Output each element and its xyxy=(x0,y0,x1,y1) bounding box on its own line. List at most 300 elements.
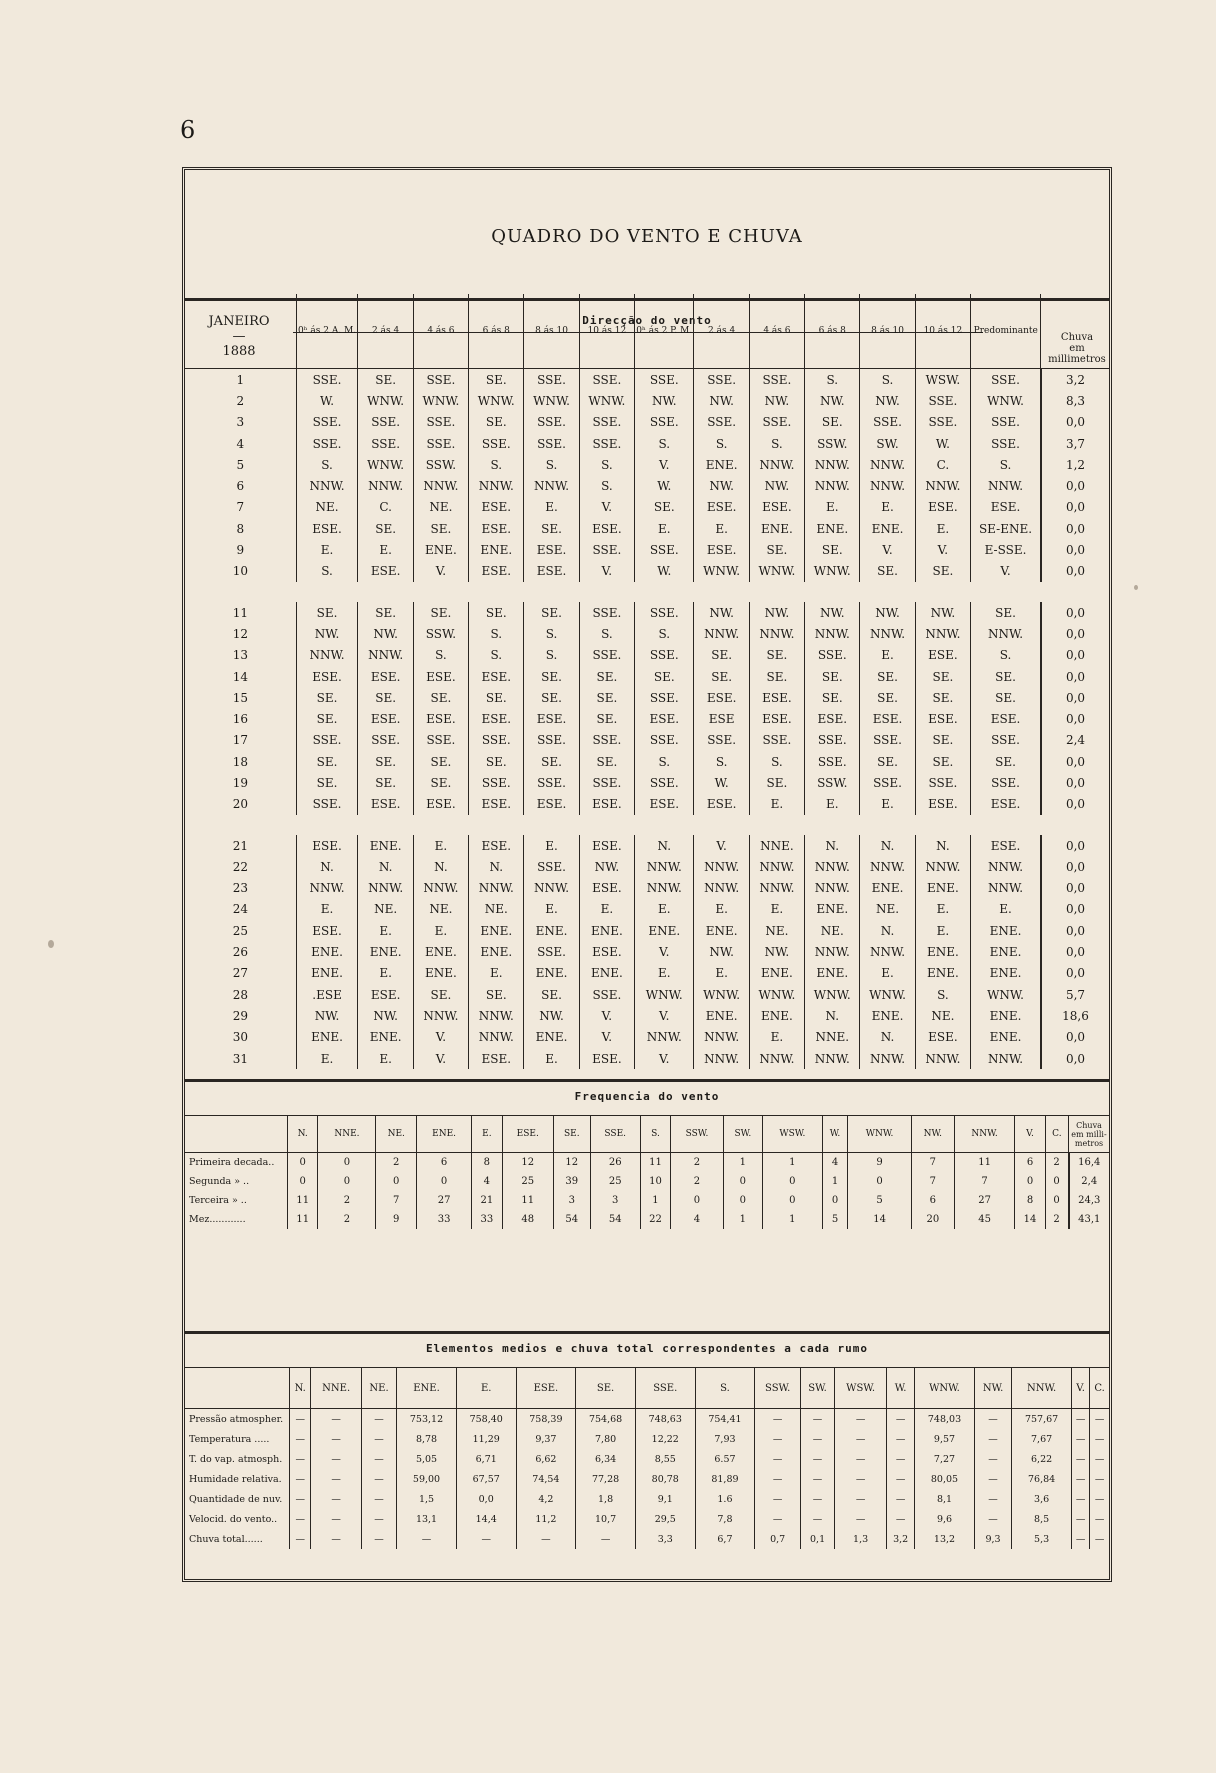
value-cell: — xyxy=(1090,1529,1109,1549)
month-label: JANEIRO xyxy=(208,314,270,329)
direction-cell: NNW. xyxy=(805,475,860,496)
direction-cell: NW. xyxy=(805,602,860,623)
frequency-cell: 21 xyxy=(472,1191,502,1210)
direction-cell: SE. xyxy=(805,412,860,433)
direction-cell: N. xyxy=(469,856,524,877)
direction-cell: SE. xyxy=(860,751,915,772)
direction-cell: ENE. xyxy=(579,963,634,984)
value-cell: 754,41 xyxy=(695,1409,755,1430)
direction-cell: ENE. xyxy=(469,941,524,962)
table-row xyxy=(185,454,1109,475)
direction-cell: S. xyxy=(694,433,749,454)
frequency-cell: 0 xyxy=(822,1191,848,1210)
frequency-cell: 0 xyxy=(762,1172,822,1191)
rain-cell: 0,0 xyxy=(1041,899,1109,920)
value-cell: — xyxy=(311,1509,362,1529)
direction-cell: E. xyxy=(635,518,694,539)
direction-cell: SE. xyxy=(805,687,860,708)
rain-cell: 0,0 xyxy=(1041,475,1109,496)
value-cell: — xyxy=(311,1409,362,1430)
direction-cell: NNW. xyxy=(694,1027,749,1048)
direction-cell: NW. xyxy=(749,941,804,962)
direction-cell: ESE. xyxy=(469,497,524,518)
direction-cell: E. xyxy=(805,794,860,815)
wind-direction-table xyxy=(185,294,1109,1069)
direction-cell: N. xyxy=(805,1005,860,1026)
direction-cell: SE. xyxy=(358,687,413,708)
direction-cell: NNW. xyxy=(413,1005,468,1026)
day-cell: 3 xyxy=(236,415,245,430)
direction-cell: V. xyxy=(635,941,694,962)
table-row xyxy=(185,561,1109,582)
direction-cell: SSE. xyxy=(524,730,579,751)
direction-cell: NNW. xyxy=(749,856,804,877)
direction-cell: SE. xyxy=(579,708,634,729)
direction-cell: NNW. xyxy=(635,1027,694,1048)
value-cell: — xyxy=(887,1429,915,1449)
rain-cell: 0,0 xyxy=(1041,687,1109,708)
frequency-cell: 48 xyxy=(502,1210,553,1229)
time-slot-header: 2 ás 4 xyxy=(694,294,749,369)
page-number: 6 xyxy=(180,116,196,144)
direction-cell: SSE. xyxy=(579,730,634,751)
predominant-cell: SSE. xyxy=(971,433,1041,454)
direction-cell: NE. xyxy=(413,899,468,920)
direction-cell: N. xyxy=(860,920,915,941)
rain-cell: 1,2 xyxy=(1041,454,1109,475)
mean-elements-table xyxy=(185,1367,1109,1549)
table-row xyxy=(185,475,1109,496)
direction-cell: ESE. xyxy=(805,708,860,729)
value-cell: — xyxy=(290,1409,311,1430)
predominant-cell: ESE. xyxy=(971,794,1041,815)
element-column-header xyxy=(185,1368,290,1409)
direction-cell: SE. xyxy=(579,666,634,687)
time-slot-header: 10 ás 12 xyxy=(579,294,634,369)
direction-cell: NNW. xyxy=(860,856,915,877)
direction-cell: W. xyxy=(915,433,970,454)
frequency-cell: 1 xyxy=(762,1210,822,1229)
direction-cell: E. xyxy=(805,497,860,518)
predominant-cell: ESE. xyxy=(971,708,1041,729)
value-cell: 1.6 xyxy=(695,1489,755,1509)
direction-cell: E. xyxy=(358,963,413,984)
value-cell: — xyxy=(801,1429,835,1449)
direction-cell: SE. xyxy=(413,984,468,1005)
direction-cell: SE. xyxy=(694,666,749,687)
direction-column-header: SSW. xyxy=(755,1368,801,1409)
direction-cell: NW. xyxy=(694,390,749,411)
frequency-cell: 6 xyxy=(417,1153,472,1173)
frequency-cell: 2 xyxy=(1045,1210,1068,1229)
value-cell: 14,4 xyxy=(456,1509,516,1529)
value-cell: 3,2 xyxy=(887,1529,915,1549)
direction-cell: SSW. xyxy=(413,454,468,475)
rain-cell: 0,0 xyxy=(1041,645,1109,666)
value-cell: — xyxy=(1071,1409,1089,1430)
direction-cell: E. xyxy=(358,539,413,560)
direction-cell: NE. xyxy=(860,899,915,920)
frequency-cell: 0 xyxy=(318,1172,376,1191)
predominant-cell: ESE. xyxy=(971,835,1041,856)
direction-cell: W. xyxy=(635,475,694,496)
direction-cell: V. xyxy=(635,454,694,475)
direction-cell: SE. xyxy=(296,708,358,729)
time-slot-header: 4 ás 6 xyxy=(749,294,804,369)
direction-cell: NW. xyxy=(805,390,860,411)
frequency-cell: 0 xyxy=(376,1172,417,1191)
value-cell: — xyxy=(887,1469,915,1489)
predominant-cell: SSE. xyxy=(971,369,1041,391)
value-cell: — xyxy=(361,1529,396,1549)
value-cell: 6,22 xyxy=(1012,1449,1072,1469)
table-row xyxy=(185,1210,1109,1229)
direction-cell: SSW. xyxy=(805,772,860,793)
direction-cell: SSE. xyxy=(635,730,694,751)
value-cell: 757,67 xyxy=(1012,1409,1072,1430)
table-row xyxy=(185,369,1109,391)
rain-cell: 0,0 xyxy=(1041,878,1109,899)
value-cell: 1,5 xyxy=(397,1489,457,1509)
direction-cell: E. xyxy=(749,794,804,815)
direction-cell: WNW. xyxy=(694,561,749,582)
direction-cell: SSE. xyxy=(524,369,579,391)
direction-cell: ENE. xyxy=(469,920,524,941)
day-cell: 16 xyxy=(232,712,248,727)
direction-cell: SE. xyxy=(524,984,579,1005)
direction-cell: ENE. xyxy=(358,1027,413,1048)
direction-cell: E. xyxy=(413,835,468,856)
element-label: Velocid. do vento.. xyxy=(189,1513,278,1525)
direction-column-header: W. xyxy=(887,1368,915,1409)
value-cell: 0,7 xyxy=(755,1529,801,1549)
direction-cell: NNW. xyxy=(296,645,358,666)
direction-cell: SSE. xyxy=(915,412,970,433)
wind-direction-heading: Direcção do vento xyxy=(582,314,712,327)
direction-cell: ENE. xyxy=(749,1005,804,1026)
direction-cell: S. xyxy=(694,751,749,772)
day-cell: 8 xyxy=(236,521,245,536)
direction-cell: N. xyxy=(358,856,413,877)
direction-cell: SSE. xyxy=(358,730,413,751)
direction-cell: SE. xyxy=(296,772,358,793)
frequency-cell: 27 xyxy=(954,1191,1014,1210)
direction-cell: C. xyxy=(915,454,970,475)
direction-cell: SSE. xyxy=(749,730,804,751)
direction-cell: SSE. xyxy=(413,369,468,391)
direction-column-header: NE. xyxy=(376,1116,417,1153)
value-cell: 753,12 xyxy=(397,1409,457,1430)
direction-cell: SE. xyxy=(469,687,524,708)
direction-cell: WNW. xyxy=(749,984,804,1005)
direction-cell: NW. xyxy=(749,475,804,496)
direction-cell: ENE. xyxy=(915,941,970,962)
direction-cell: ESE. xyxy=(749,687,804,708)
frequency-cell: 11 xyxy=(640,1153,670,1173)
predominant-header: Predominante xyxy=(971,294,1041,369)
value-cell: — xyxy=(311,1489,362,1509)
direction-column-header: NE. xyxy=(361,1368,396,1409)
direction-cell: ESE. xyxy=(579,518,634,539)
direction-cell: ESE. xyxy=(469,835,524,856)
value-cell: 6,34 xyxy=(576,1449,636,1469)
rain-header-line: Chuva xyxy=(1060,332,1094,343)
direction-cell: SW. xyxy=(860,433,915,454)
direction-cell: E. xyxy=(296,539,358,560)
direction-cell: SSE. xyxy=(860,730,915,751)
rain-cell: 8,3 xyxy=(1041,390,1109,411)
frequency-cell: 0 xyxy=(1045,1172,1068,1191)
day-cell: 26 xyxy=(232,945,248,960)
time-slot-header: 0ʰ ás 2 A. M. xyxy=(296,294,358,369)
frequency-cell: 2 xyxy=(318,1210,376,1229)
direction-cell: E. xyxy=(358,1048,413,1069)
direction-cell: SE. xyxy=(805,666,860,687)
table-row xyxy=(185,1489,1109,1509)
direction-cell: ESE. xyxy=(296,518,358,539)
element-label: T. do vap. atmosph. xyxy=(189,1453,283,1465)
value-cell: — xyxy=(801,1509,835,1529)
direction-cell: SSE. xyxy=(805,751,860,772)
direction-cell: C. xyxy=(358,497,413,518)
direction-cell: ENE. xyxy=(694,1005,749,1026)
direction-cell: SSE. xyxy=(915,772,970,793)
direction-cell: WNW. xyxy=(805,561,860,582)
table-row xyxy=(185,1048,1109,1069)
direction-cell: NNW. xyxy=(694,856,749,877)
direction-cell: ESE. xyxy=(358,984,413,1005)
rain-cell: 0,0 xyxy=(1041,1048,1109,1069)
direction-cell: ESE xyxy=(694,708,749,729)
frequency-cell: 11 xyxy=(288,1191,318,1210)
direction-column-header: SSE. xyxy=(635,1368,695,1409)
direction-cell: V. xyxy=(635,1048,694,1069)
direction-cell: ENE. xyxy=(805,899,860,920)
rain-cell: 0,0 xyxy=(1041,920,1109,941)
value-cell: 1,3 xyxy=(835,1529,887,1549)
value-cell: — xyxy=(755,1469,801,1489)
direction-cell: SSE. xyxy=(694,369,749,391)
direction-cell: E. xyxy=(915,920,970,941)
predominant-cell: NNW. xyxy=(971,878,1041,899)
direction-cell: NW. xyxy=(749,602,804,623)
direction-cell: SE. xyxy=(915,666,970,687)
direction-cell: ESE. xyxy=(749,708,804,729)
direction-cell: ESE. xyxy=(358,666,413,687)
table-row xyxy=(185,1191,1109,1210)
direction-column-header: ENE. xyxy=(397,1368,457,1409)
period-label: Primeira decada.. xyxy=(189,1157,275,1168)
day-cell: 20 xyxy=(232,797,248,812)
direction-cell: SE. xyxy=(524,751,579,772)
direction-cell: E. xyxy=(694,899,749,920)
value-cell: — xyxy=(361,1429,396,1449)
time-slot-header: 8 ás 10 xyxy=(524,294,579,369)
frequency-cell: 1 xyxy=(762,1153,822,1173)
value-cell: — xyxy=(835,1449,887,1469)
direction-cell: NNW. xyxy=(635,856,694,877)
frequency-cell: 1 xyxy=(723,1153,762,1173)
frequency-cell: 9 xyxy=(848,1153,912,1173)
direction-cell: NNW. xyxy=(469,1005,524,1026)
direction-cell: N. xyxy=(296,856,358,877)
direction-cell: NE. xyxy=(915,1005,970,1026)
direction-cell: ESE. xyxy=(358,794,413,815)
frequency-cell: 2 xyxy=(671,1153,724,1173)
table-row xyxy=(185,390,1109,411)
value-cell: 748,63 xyxy=(635,1409,695,1430)
direction-cell: NNW. xyxy=(469,878,524,899)
direction-cell: V. xyxy=(413,1027,468,1048)
direction-cell: S. xyxy=(469,645,524,666)
value-cell: — xyxy=(361,1469,396,1489)
value-cell: — xyxy=(1071,1449,1089,1469)
direction-cell: E. xyxy=(749,1027,804,1048)
day-cell: 11 xyxy=(232,605,248,620)
direction-cell: NW. xyxy=(358,1005,413,1026)
direction-cell: N. xyxy=(805,835,860,856)
direction-cell: SE. xyxy=(524,518,579,539)
direction-cell: S. xyxy=(579,475,634,496)
direction-cell: ESE. xyxy=(635,794,694,815)
direction-cell: SE. xyxy=(469,369,524,391)
rain-cell: 16,4 xyxy=(1069,1153,1110,1173)
value-cell: 9,6 xyxy=(915,1509,975,1529)
value-cell: 9,1 xyxy=(635,1489,695,1509)
table-row xyxy=(185,518,1109,539)
value-cell: 5,05 xyxy=(397,1449,457,1469)
direction-column-header: SE. xyxy=(576,1368,636,1409)
direction-cell: ENE. xyxy=(469,539,524,560)
value-cell: — xyxy=(311,1429,362,1449)
direction-cell: SE. xyxy=(860,687,915,708)
direction-cell: NNW. xyxy=(805,623,860,644)
table-row xyxy=(185,708,1109,729)
direction-cell: NNW. xyxy=(358,878,413,899)
day-cell: 17 xyxy=(232,733,248,748)
predominant-cell: SSE. xyxy=(971,730,1041,751)
rain-cell: 0,0 xyxy=(1041,623,1109,644)
predominant-cell: WNW. xyxy=(971,984,1041,1005)
value-cell: — xyxy=(974,1449,1011,1469)
direction-cell: SE. xyxy=(358,369,413,391)
frequency-cell: 54 xyxy=(553,1210,590,1229)
predominant-cell: NNW. xyxy=(971,856,1041,877)
direction-cell: SE. xyxy=(358,751,413,772)
direction-cell: NNW. xyxy=(915,475,970,496)
value-cell: 13,2 xyxy=(915,1529,975,1549)
direction-column-header: ESE. xyxy=(502,1116,553,1153)
frequency-cell: 12 xyxy=(553,1153,590,1173)
direction-column-header: ESE. xyxy=(516,1368,576,1409)
frequency-cell: 11 xyxy=(502,1191,553,1210)
direction-cell: ESE. xyxy=(358,708,413,729)
time-slot-header: 10 ás 12 xyxy=(915,294,970,369)
frequency-cell: 14 xyxy=(1015,1210,1045,1229)
direction-cell: SE. xyxy=(915,561,970,582)
direction-cell: SSW. xyxy=(805,433,860,454)
direction-column-header: C. xyxy=(1090,1368,1109,1409)
direction-cell: ESE. xyxy=(694,794,749,815)
direction-cell: ESE. xyxy=(749,497,804,518)
direction-cell: ENE. xyxy=(579,920,634,941)
table-row xyxy=(185,941,1109,962)
table-row xyxy=(185,1449,1109,1469)
direction-cell: ESE. xyxy=(524,561,579,582)
direction-cell: ENE. xyxy=(694,454,749,475)
direction-cell: SSW. xyxy=(413,623,468,644)
direction-cell: SE. xyxy=(915,730,970,751)
direction-cell: NW. xyxy=(694,475,749,496)
table-header-row xyxy=(185,1368,1109,1409)
value-cell: — xyxy=(1071,1429,1089,1449)
value-cell: — xyxy=(755,1429,801,1449)
direction-cell: E. xyxy=(915,518,970,539)
direction-cell: NNW. xyxy=(915,856,970,877)
table-row xyxy=(185,963,1109,984)
direction-cell: SE. xyxy=(524,602,579,623)
direction-cell: NNE. xyxy=(749,835,804,856)
value-cell: — xyxy=(1090,1449,1109,1469)
value-cell: 748,03 xyxy=(915,1409,975,1430)
value-cell: — xyxy=(835,1509,887,1529)
direction-cell: WNW. xyxy=(358,454,413,475)
value-cell: 7,27 xyxy=(915,1449,975,1469)
table-row xyxy=(185,835,1109,856)
table-row xyxy=(185,623,1109,644)
frequency-cell: 2 xyxy=(376,1153,417,1173)
day-cell: 9 xyxy=(236,543,245,558)
frequency-cell: 11 xyxy=(954,1153,1014,1173)
direction-cell: WNW. xyxy=(749,561,804,582)
direction-cell: WNW. xyxy=(524,390,579,411)
value-cell: — xyxy=(1090,1469,1109,1489)
direction-cell: ENE. xyxy=(358,835,413,856)
rain-header-line: em xyxy=(1069,343,1085,354)
direction-column-header: V. xyxy=(1015,1116,1045,1153)
direction-cell: SE. xyxy=(579,751,634,772)
day-cell: 1 xyxy=(236,372,245,387)
direction-cell: NNW. xyxy=(694,623,749,644)
table-row xyxy=(185,539,1109,560)
table-body xyxy=(185,1153,1109,1230)
direction-cell: NNW. xyxy=(413,475,468,496)
direction-cell: V. xyxy=(579,1005,634,1026)
direction-cell: SSE. xyxy=(579,772,634,793)
direction-cell: NNW. xyxy=(358,475,413,496)
frequency-cell: 0 xyxy=(1045,1191,1068,1210)
direction-cell: E. xyxy=(296,899,358,920)
rain-cell: 0,0 xyxy=(1041,751,1109,772)
day-cell: 10 xyxy=(232,564,248,579)
value-cell: — xyxy=(290,1509,311,1529)
direction-cell: ESE. xyxy=(469,1048,524,1069)
value-cell: 5,3 xyxy=(1012,1529,1072,1549)
direction-cell: NW. xyxy=(296,1005,358,1026)
value-cell: — xyxy=(1071,1529,1089,1549)
direction-cell: SSE. xyxy=(579,645,634,666)
value-cell: — xyxy=(835,1409,887,1430)
value-cell: 754,68 xyxy=(576,1409,636,1430)
direction-cell: E. xyxy=(860,794,915,815)
direction-cell: NE. xyxy=(358,899,413,920)
direction-cell: SE. xyxy=(358,602,413,623)
direction-cell: ESE. xyxy=(915,708,970,729)
frequency-cell: 0 xyxy=(1015,1172,1045,1191)
data-frame xyxy=(182,167,1112,1582)
value-cell: 6.57 xyxy=(695,1449,755,1469)
direction-cell: NW. xyxy=(524,1005,579,1026)
